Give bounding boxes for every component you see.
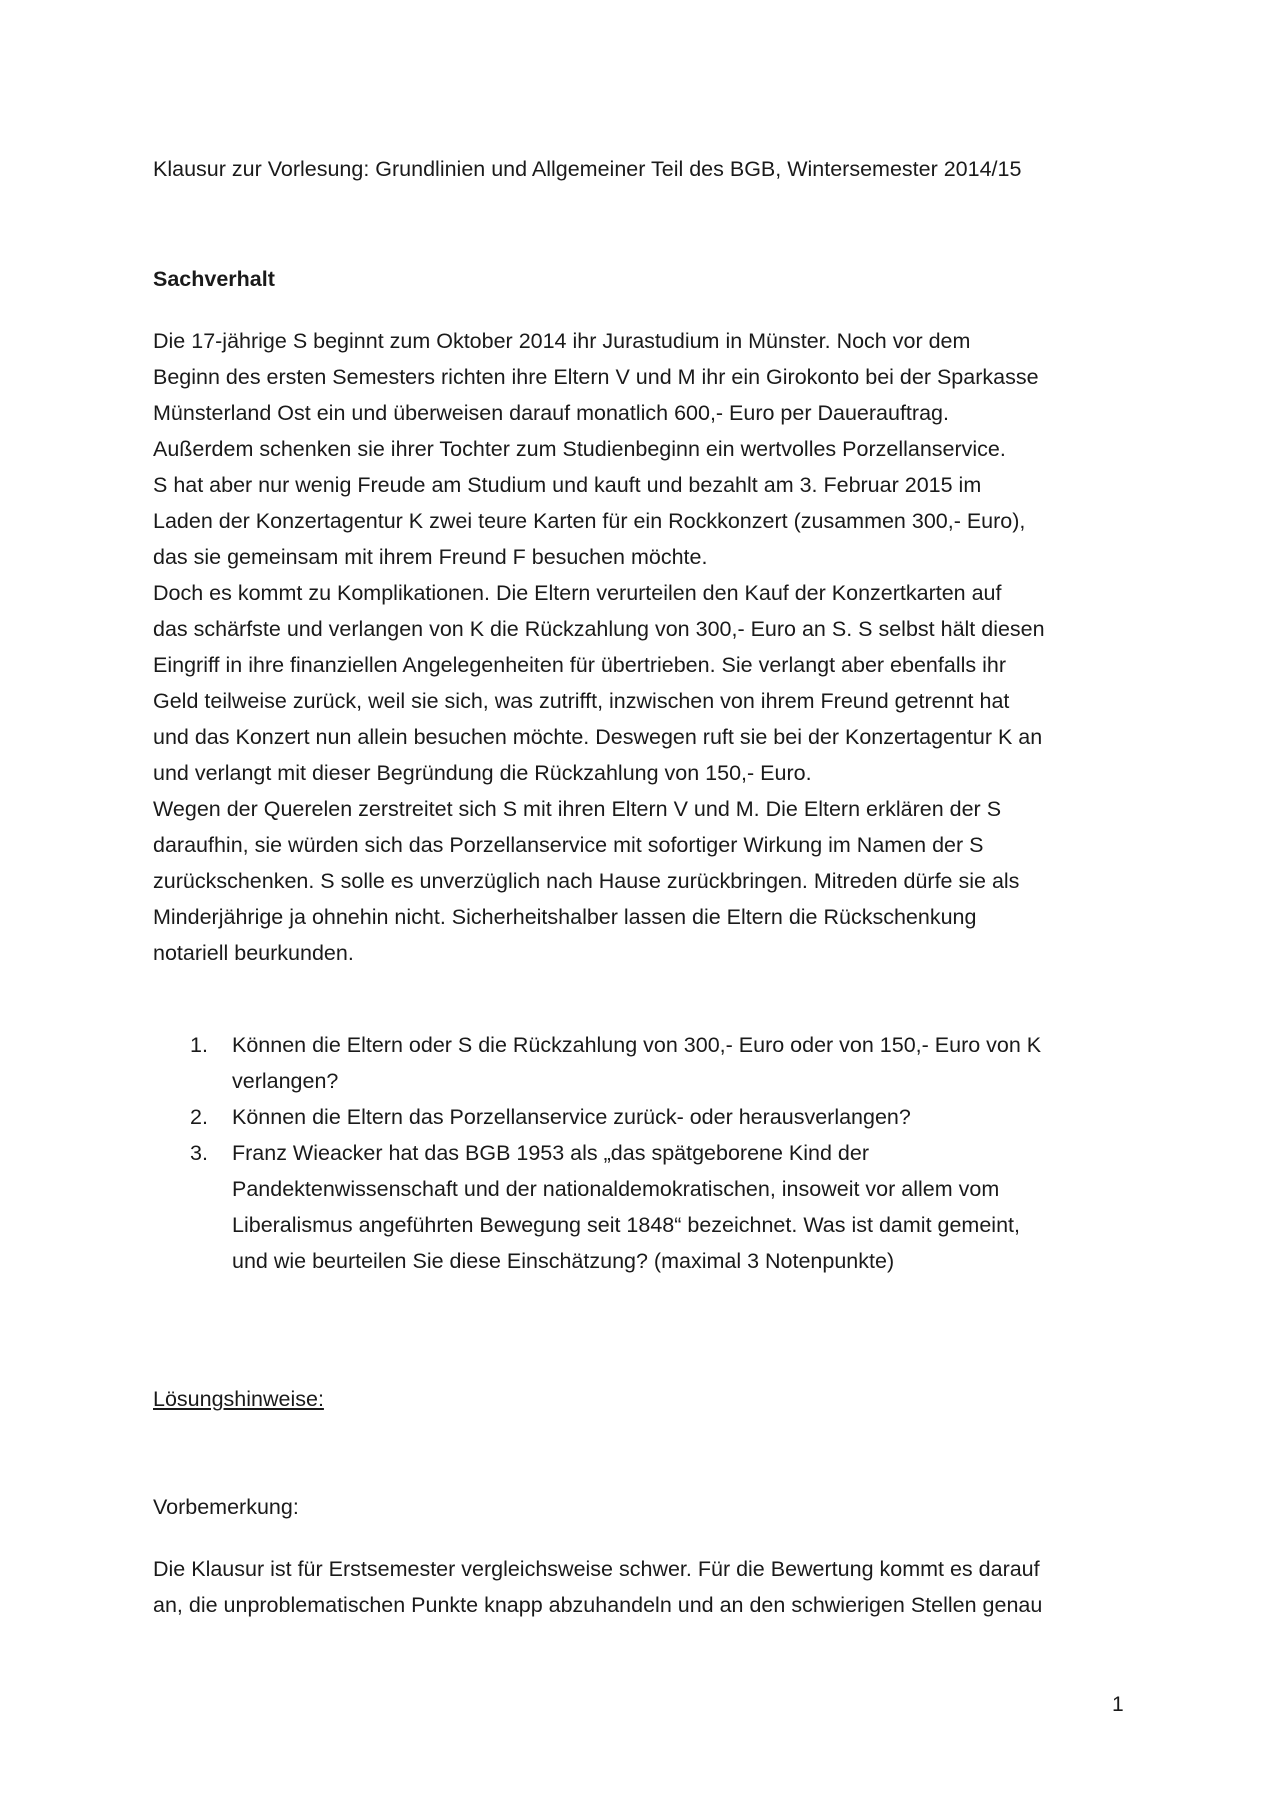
facts-line: Wegen der Querelen zerstreitet sich S mit ihren Eltern V und M. Die Eltern erklären der S xyxy=(153,797,1002,821)
prenote-paragraph xyxy=(153,1551,1143,1623)
question-text-line: Liberalismus angeführten Bewegung seit 1848“ bezeichnet. Was ist damit gemeint, xyxy=(232,1213,1020,1237)
question-number: 3. xyxy=(190,1141,208,1165)
question-number: 1. xyxy=(190,1033,208,1057)
facts-line: notariell beurkunden. xyxy=(153,941,354,965)
prenote-heading: Vorbemerkung: xyxy=(153,1495,299,1519)
facts-line: Eingriff in ihre finanziellen Angelegenheiten für übertrieben. Sie verlangt aber ebenfalls ihr xyxy=(153,653,1006,677)
facts-line: Beginn des ersten Semesters richten ihre Eltern V und M ihr ein Girokonto bei der Sparkasse xyxy=(153,365,1039,389)
facts-paragraph xyxy=(153,323,1143,971)
facts-line: S hat aber nur wenig Freude am Studium und kauft und bezahlt am 3. Februar 2015 im xyxy=(153,473,982,497)
question-text-line: Können die Eltern oder S die Rückzahlung von 300,- Euro oder von 150,- Euro von K xyxy=(232,1033,1042,1057)
facts-line: Doch es kommt zu Komplikationen. Die Eltern verurteilen den Kauf der Konzertkarten auf xyxy=(153,581,1002,605)
facts-line: das sie gemeinsam mit ihrem Freund F besuchen möchte. xyxy=(153,545,708,569)
question-item xyxy=(153,1099,1143,1135)
facts-line: Minderjährige ja ohnehin nicht. Sicherheitshalber lassen die Eltern die Rückschenkung xyxy=(153,905,977,929)
question-text-line: Können die Eltern das Porzellanservice zurück- oder herausverlangen? xyxy=(232,1105,911,1129)
facts-line: das schärfste und verlangen von K die Rückzahlung von 300,- Euro an S. S selbst hält diesen xyxy=(153,617,1045,641)
question-list xyxy=(153,1027,1143,1279)
facts-line: Außerdem schenken sie ihrer Tochter zum Studienbeginn ein wertvolles Porzellanservice. xyxy=(153,437,1006,461)
facts-heading: Sachverhalt xyxy=(153,267,275,291)
prenote-line: an, die unproblematischen Punkte knapp abzuhandeln und an den schwierigen Stellen genau xyxy=(153,1593,1043,1617)
page-number: 1 xyxy=(1112,1693,1124,1716)
question-text-line: Franz Wieacker hat das BGB 1953 als „das spätgeborene Kind der xyxy=(232,1141,869,1165)
facts-line: und verlangt mit dieser Begründung die Rückzahlung von 150,- Euro. xyxy=(153,761,812,785)
question-number: 2. xyxy=(190,1105,208,1129)
prenote-line: Die Klausur ist für Erstsemester vergleichsweise schwer. Für die Bewertung kommt es darauf xyxy=(153,1557,1040,1581)
facts-line: und das Konzert nun allein besuchen möchte. Deswegen ruft sie bei der Konzertagentur K an xyxy=(153,725,1043,749)
question-text-line: und wie beurteilen Sie diese Einschätzung? (maximal 3 Notenpunkte) xyxy=(232,1249,895,1273)
facts-line: Münsterland Ost ein und überweisen darauf monatlich 600,- Euro per Dauerauftrag. xyxy=(153,401,949,425)
facts-line: zurückschenken. S solle es unverzüglich nach Hause zurückbringen. Mitreden dürfe sie als xyxy=(153,869,1020,893)
facts-line: Die 17-jährige S beginnt zum Oktober 2014 ihr Jurastudium in Münster. Noch vor dem xyxy=(153,329,971,353)
solution-heading: Lösungshinweise: xyxy=(153,1387,324,1411)
facts-line: daraufhin, sie würden sich das Porzellanservice mit sofortiger Wirkung im Namen der S xyxy=(153,833,984,857)
question-text-line: Pandektenwissenschaft und der nationaldemokratischen, insoweit vor allem vom xyxy=(232,1177,1000,1201)
question-item xyxy=(153,1135,1143,1279)
facts-line: Laden der Konzertagentur K zwei teure Karten für ein Rockkonzert (zusammen 300,- Euro), xyxy=(153,509,1026,533)
page-content xyxy=(153,151,1143,1623)
facts-line: Geld teilweise zurück, weil sie sich, was zutrifft, inzwischen von ihrem Freund getrennt hat xyxy=(153,689,1010,713)
exam-header: Klausur zur Vorlesung: Grundlinien und Allgemeiner Teil des BGB, Wintersemester 2014/15 xyxy=(153,157,1022,181)
question-text-line: verlangen? xyxy=(232,1069,339,1093)
question-item xyxy=(153,1027,1143,1099)
